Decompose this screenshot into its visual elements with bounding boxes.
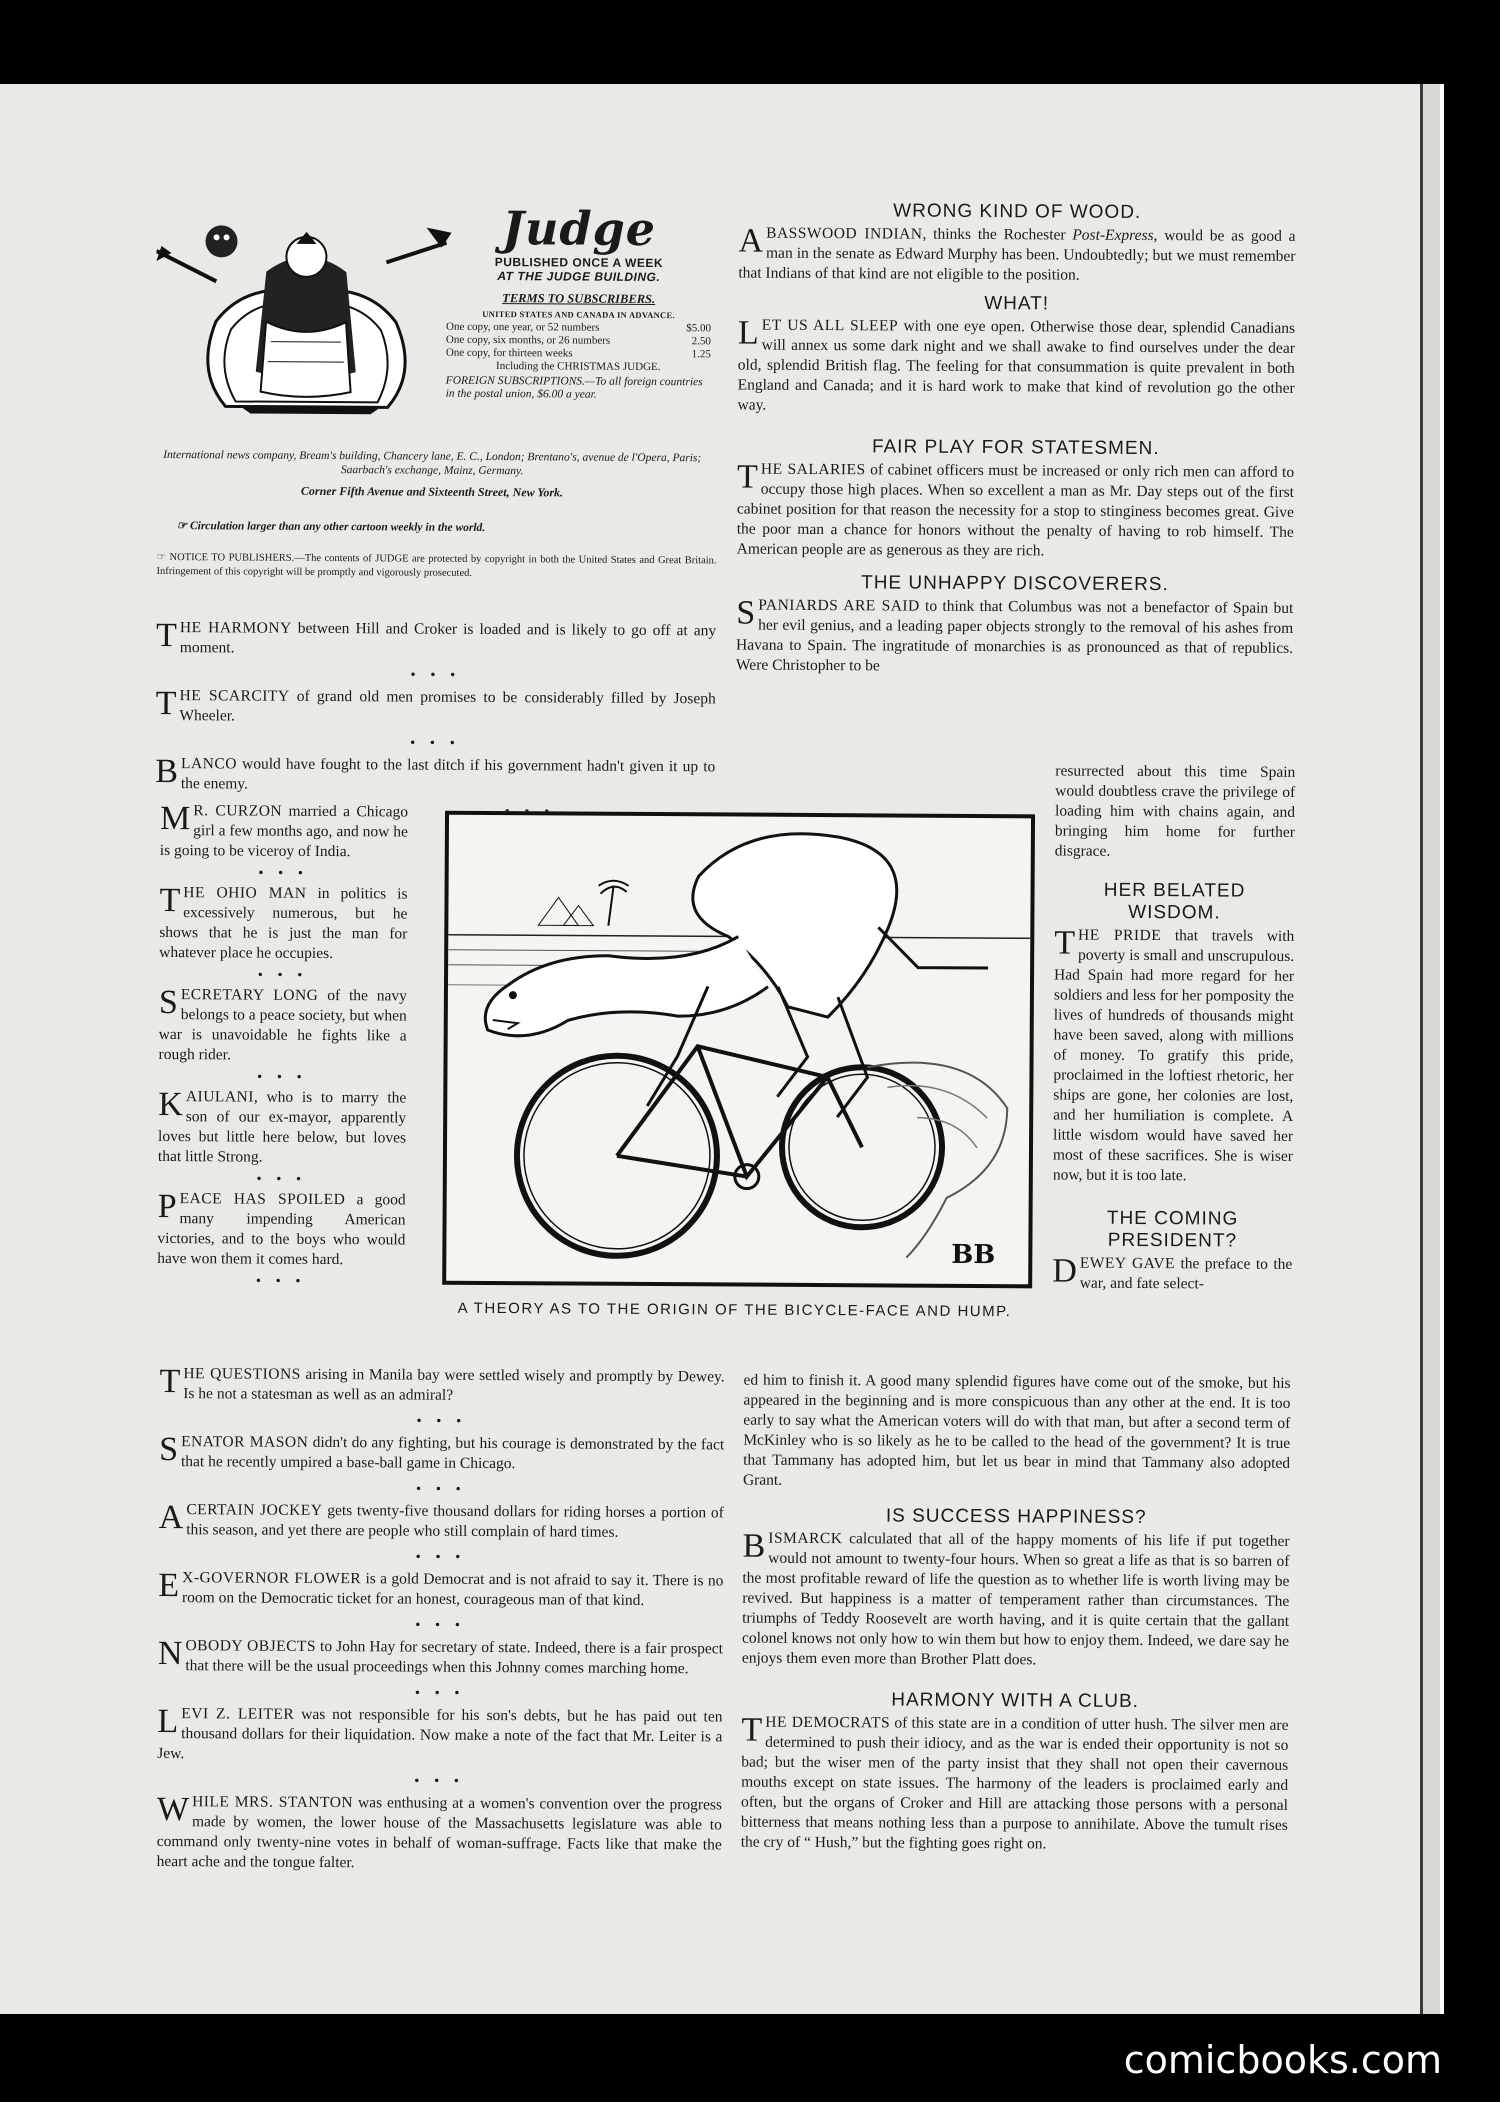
list-item: [155, 754, 715, 797]
item-text: of grand old men promises to be considerably filled by Joseph Wheeler.: [179, 687, 716, 725]
right-column-bottom: [741, 1371, 1291, 1856]
item-lead: ISMARCK: [768, 1529, 843, 1548]
separator-dots: • • •: [416, 1480, 467, 1496]
article-what: [737, 316, 1295, 419]
item-lead: OBODY OBJECTS: [185, 1637, 317, 1655]
list-item: [159, 1364, 724, 1407]
list-item: [158, 1087, 406, 1169]
drop-cap: A: [738, 222, 764, 260]
item-text: didn't do any fighting, but his courage is demonstrated by the fact that he recently umpired a base-ball game in Chicago.: [180, 1433, 725, 1473]
terms-price: 1.25: [691, 348, 711, 361]
drop-cap: T: [156, 616, 178, 655]
item-text: married a Chicago girl a few months ago, and now he is going to be viceroy of India.: [159, 802, 409, 861]
left-column-top: [155, 618, 716, 821]
heading-belated-wisdom: HER BELATED WISDOM.: [1103, 879, 1246, 924]
drop-cap: N: [157, 1634, 183, 1673]
drop-cap: P: [157, 1187, 177, 1226]
item-text: in politics is excessively numerous, but he shows that he is just the man for whatever place he occupies.: [159, 884, 408, 963]
article-fair-play: [737, 460, 1295, 563]
terms-note: Including the CHRISTMAS JUDGE.: [496, 360, 661, 374]
item-text: , would be as good a man in the senate as Edward Murphy has been. Undoubtedly; but we must remember that Indians of that kind are not eligible to the position.: [738, 227, 1296, 284]
site-watermark: comicbooks.com: [1123, 2038, 1442, 2082]
drop-cap: S: [158, 983, 178, 1022]
item-text: the preface to the war, and fate select-: [1079, 1255, 1293, 1293]
list-item: [156, 686, 716, 729]
terms-list: [446, 321, 711, 375]
foreign-subscriptions: FOREIGN SUBSCRIPTIONS.—To all foreign countries in the postal union, $6.00 a year.: [445, 374, 703, 401]
article-belated-wisdom: [1053, 925, 1295, 1186]
separator-dots: • • •: [415, 1616, 466, 1632]
list-item: [160, 801, 408, 863]
item-text: a good many impending American victories, and to the boys who would have won them it comes hard.: [157, 1191, 406, 1269]
terms-label: One copy, for thirteen weeks: [445, 346, 573, 360]
separator-dots: • • •: [257, 966, 309, 982]
terms-row: [446, 347, 711, 362]
separator-dots: • • •: [415, 1684, 466, 1700]
item-text: gets twenty-five thousand dollars for riding horses a portion of this season, and yet there are people who still complain of hard times.: [186, 1501, 724, 1541]
drop-cap: M: [159, 799, 191, 838]
narrow-column: [157, 801, 408, 1291]
heading-harmony-with-a-club: HARMONY WITH A CLUB.: [891, 1689, 1140, 1712]
item-text: calculated that all of the happy moments of his life if put together would not amount to twenty-four hours. When so great a life as that is so barren of the most profitable reward of life the question as to whether life is worth living may be revived. But happiness is a matter of temperament rather than circumstances. The triumphs of Teddy Roosevelt are worth having, and it is quite certain that the gallant colonel knows not only how to win them but how to enjoy them. Indeed, we dare say he enjoys them even more than Brother Platt does.: [741, 1530, 1290, 1669]
source-name: Post-Express: [1072, 226, 1154, 245]
item-lead: HE DEMOCRATS: [765, 1713, 891, 1732]
item-text: to think that Columbus was not a benefactor of Spain but her evil genius, and a leading paper objects strongly to the removal of his ashes from Havana to Spain. The ingratitude of monarchies is as pronounced as that of republics. Were Christopher to be: [735, 597, 1294, 675]
drop-cap: T: [155, 684, 177, 723]
masthead-published: PUBLISHED ONCE A WEEK: [494, 255, 664, 271]
cartoon-illustration: [446, 815, 1031, 1285]
heading-fair-play: FAIR PLAY FOR STATESMEN.: [871, 436, 1160, 460]
heading-what: WHAT!: [984, 293, 1050, 315]
article-coming-president-continued: ed him to finish it. A good many splendid figures have come out of the smoke, but his appeared in the beginning and is more conspicuous than any other at the end. It is too early to say what the American voters will do with that man, but after a second term of McKinley who is so likely as he to be called to the head of the government? It is true that Tammany has adopted him, but let us bear in mind that Tammany also adopted Grant.: [742, 1371, 1291, 1489]
separator-dots: • • •: [256, 1272, 307, 1288]
list-item: [158, 1568, 723, 1611]
item-lead: HE HARMONY: [179, 619, 292, 637]
circulation-text: Circulation larger than any other cartoon weekly in the world.: [189, 520, 486, 534]
notice-text: NOTICE TO PUBLISHERS.—The contents of JUDGE are protected by copyright in both the United States and Great Britain. Infringement of this copyright will be promptly and vigorously prosecuted.: [156, 552, 717, 579]
masthead-title-block: [446, 203, 712, 403]
drop-cap: A: [158, 1498, 184, 1537]
heading-unhappy-discoverers: THE UNHAPPY DISCOVERERS.: [861, 572, 1169, 596]
drop-cap: S: [736, 594, 756, 632]
separator-dots: • • •: [410, 734, 461, 750]
drop-cap: L: [737, 314, 759, 352]
article-harmony-with-a-club: [741, 1713, 1289, 1856]
list-item: [157, 1792, 722, 1875]
agents-line: International news company, Bream's building, Chancery lane, E. C., London; Brentano's, avenue de l'Opera, Paris; Saarbach's exchange, Mainz, Germany.: [163, 449, 702, 478]
drop-cap: T: [736, 458, 758, 496]
item-text: is a gold Democrat and is not afraid to say it. There is no room on the Democratic ticket for an honest, courageous man of that kind.: [181, 1570, 724, 1609]
left-column-bottom: [157, 1364, 725, 1875]
drop-cap: S: [159, 1430, 179, 1469]
item-lead: HILE MRS. STANTON: [192, 1793, 354, 1812]
drop-cap: K: [158, 1085, 183, 1124]
item-lead: ET US ALL SLEEP: [761, 316, 899, 335]
item-lead: X-GOVERNOR FLOWER: [182, 1569, 362, 1588]
terms-title: TERMS TO SUBSCRIBERS.: [502, 291, 656, 307]
right-narrow-column: [1052, 761, 1295, 1294]
heading-success-happiness: IS SUCCESS HAPPINESS?: [885, 1505, 1147, 1529]
item-text: was not responsible for his son's debts, but he has paid out ten thousand dollars for their liquidation. Now make a note of the fact that Mr. Leiter is a Jew.: [157, 1705, 723, 1763]
item-lead: CERTAIN JOCKEY: [186, 1501, 323, 1519]
scanner-border: [1444, 84, 1500, 2014]
list-item: [159, 1500, 724, 1543]
article-wrong-kind-of-wood: [738, 224, 1295, 287]
terms-label: One copy, one year, or 52 numbers: [445, 320, 600, 334]
drop-cap: W: [156, 1790, 190, 1829]
masthead-building: AT THE JUDGE BUILDING.: [497, 269, 661, 285]
item-text: between Hill and Croker is loaded and is likely to go off at any moment.: [179, 619, 717, 657]
item-lead: HE QUESTIONS: [183, 1365, 301, 1383]
item-text: to John Hay for secretary of state. Indeed, there is a fair prospect that there will be the usual proceedings when this Johnny comes marching home.: [185, 1637, 723, 1678]
judge-logo: Judge: [502, 201, 657, 257]
item-lead: ECRETARY LONG: [180, 986, 319, 1004]
item-text: with one eye open. Otherwise those dear, splendid Canadians will annex us some dark night and we shall awake to find ourselves under the dear old, splendid British flag. The feeling for that consummation is quite prevalent in both England and Canada; and it is hard work to make that kind of revolution go the other way.: [737, 317, 1296, 414]
heading-wrong-kind-of-wood: WRONG KIND OF WOOD.: [893, 200, 1142, 223]
terms-subtitle: UNITED STATES AND CANADA IN ADVANCE.: [482, 308, 675, 321]
masthead-illustration: [155, 201, 456, 418]
list-item: [159, 883, 407, 965]
terms-label: One copy, six months, or 26 numbers: [445, 333, 611, 347]
item-text: of cabinet officers must be increased or only rich men can afford to occupy those high places. When so excellent a man as Mr. Day steps out of the first cabinet position for that reason the necessity for a stop to stinginess becomes great. Give the poor man a chance for honors without the penalty of having to rob himself. The American people are as generous as they are rich.: [736, 461, 1295, 560]
item-lead: HE OHIO MAN: [183, 884, 307, 902]
list-item: [158, 1636, 723, 1679]
item-text: would have fought to the last ditch if his government hadn't given it up to the enemy.: [180, 755, 716, 793]
circulation-line: ☞ Circulation larger than any other cartoon weekly in the world.: [176, 520, 486, 534]
item-lead: HE PRIDE: [1078, 926, 1162, 945]
item-text: , who is to marry the son of our ex-mayor, apparently loves but little here below, but loves that little Strong.: [157, 1088, 407, 1166]
item-text: , thinks the Rochester: [922, 225, 1073, 244]
item-lead: EWEY GAVE: [1079, 1254, 1176, 1273]
article-success-happiness: [742, 1529, 1290, 1672]
item-lead: EACE HAS SPOILED: [179, 1190, 346, 1209]
right-column-top: [736, 200, 1296, 679]
item-lead: R. CURZON: [193, 802, 283, 820]
item-lead: HE SALARIES: [760, 460, 866, 479]
drop-cap: T: [1054, 924, 1076, 962]
address-line: Corner Fifth Avenue and Sixteenth Street, New York.: [300, 483, 564, 500]
cartoon-caption: A THEORY AS TO THE ORIGIN OF THE BICYCLE-FACE AND HUMP.: [457, 1299, 1012, 1321]
separator-dots: • • •: [258, 864, 309, 880]
list-item: [158, 985, 406, 1067]
separator-dots: • • •: [257, 1068, 308, 1084]
item-text: arising in Manila bay were settled wisely and promptly by Dewey. Is he not a statesman as well as an admiral?: [183, 1365, 725, 1404]
cartoon-frame: [442, 811, 1035, 1289]
article-continuation: resurrected about this time Spain would doubtless crave the privilege of loading him with chains again, and bringing him home for further disgrace.: [1054, 762, 1296, 860]
artist-signature: BB: [951, 1239, 996, 1271]
item-lead: LANCO: [180, 755, 237, 773]
item-lead: EVI Z. LEITER: [181, 1705, 295, 1723]
drop-cap: T: [741, 1711, 763, 1749]
separator-dots: • • •: [256, 1170, 307, 1186]
item-lead: AIULANI: [185, 1088, 254, 1106]
separator-dots: • • •: [410, 666, 462, 682]
item-lead: BASSWOOD INDIAN: [766, 224, 923, 243]
list-item: [159, 1432, 724, 1475]
article-unhappy-discoverers: [736, 596, 1293, 679]
drop-cap: L: [157, 1702, 179, 1741]
drop-cap: D: [1052, 1252, 1077, 1290]
terms-price: $5.00: [686, 322, 712, 335]
separator-dots: • • •: [416, 1412, 467, 1428]
item-lead: PANIARDS ARE SAID: [758, 596, 920, 615]
heading-coming-president: THE COMING PRESIDENT?: [1106, 1207, 1239, 1252]
drop-cap: B: [742, 1527, 766, 1565]
item-text: that travels with poverty is small and unscrupulous. Had Spain had more regard for her soldiers and less for her pomposity the lives of hundreds of thousands might have been saved, along with millions of money. To gratify this pride, proclaimed in the loftiest rhetoric, her ships are gone, her colonies are lost, and her humiliation is complete. A little wisdom would have saved her most of these sacrifices. She is wiser now, but it is too late.: [1052, 927, 1295, 1185]
item-text: of this state are in a condition of utter hush. The silver men are determined to push their idiocy, and as the war is ended their opportunity is not so bad; but the wiser men of the party insist that they shall not open their cavernous mouths except on state issues. The harmony of the leaders is proclaimed early and often, but the organs of Croker and Hill are attacking those persons with a personal bitterness that means nothing less than a purpose to annihilate. Above the tumult rises the cry of “ Hush,” but the fighting goes right on.: [740, 1714, 1289, 1853]
list-item: [156, 618, 716, 661]
drop-cap: E: [158, 1566, 180, 1605]
separator-dots: • • •: [415, 1548, 467, 1564]
item-lead: ENATOR MASON: [181, 1433, 309, 1451]
article-coming-president: [1052, 1253, 1292, 1294]
list-item: [157, 1189, 405, 1271]
item-lead: HE SCARCITY: [179, 687, 290, 705]
drop-cap: T: [159, 1363, 181, 1401]
item-text: of the navy belongs to a peace society, but when war is unavoidable he fights like a rough rider.: [158, 986, 407, 1064]
drop-cap: T: [159, 881, 181, 920]
item-text: was enthusing at a women's convention over the progress made by women, the lower house of the Massachusetts legislature was able to command only twenty-nine votes in behalf of woman-suffrage. Facts like that make the heart ache and the tongue falter.: [156, 1794, 723, 1872]
terms-price: 2.50: [691, 335, 711, 348]
separator-dots: • • •: [414, 1772, 465, 1788]
notice-to-publishers: ☞ NOTICE TO PUBLISHERS.—The contents of JUDGE are protected by copyright in both the United States and Great Britain. Infringement of this copyright will be promptly and vigorously prosecuted.: [156, 551, 717, 579]
list-item: [157, 1704, 722, 1767]
drop-cap: B: [155, 752, 179, 791]
